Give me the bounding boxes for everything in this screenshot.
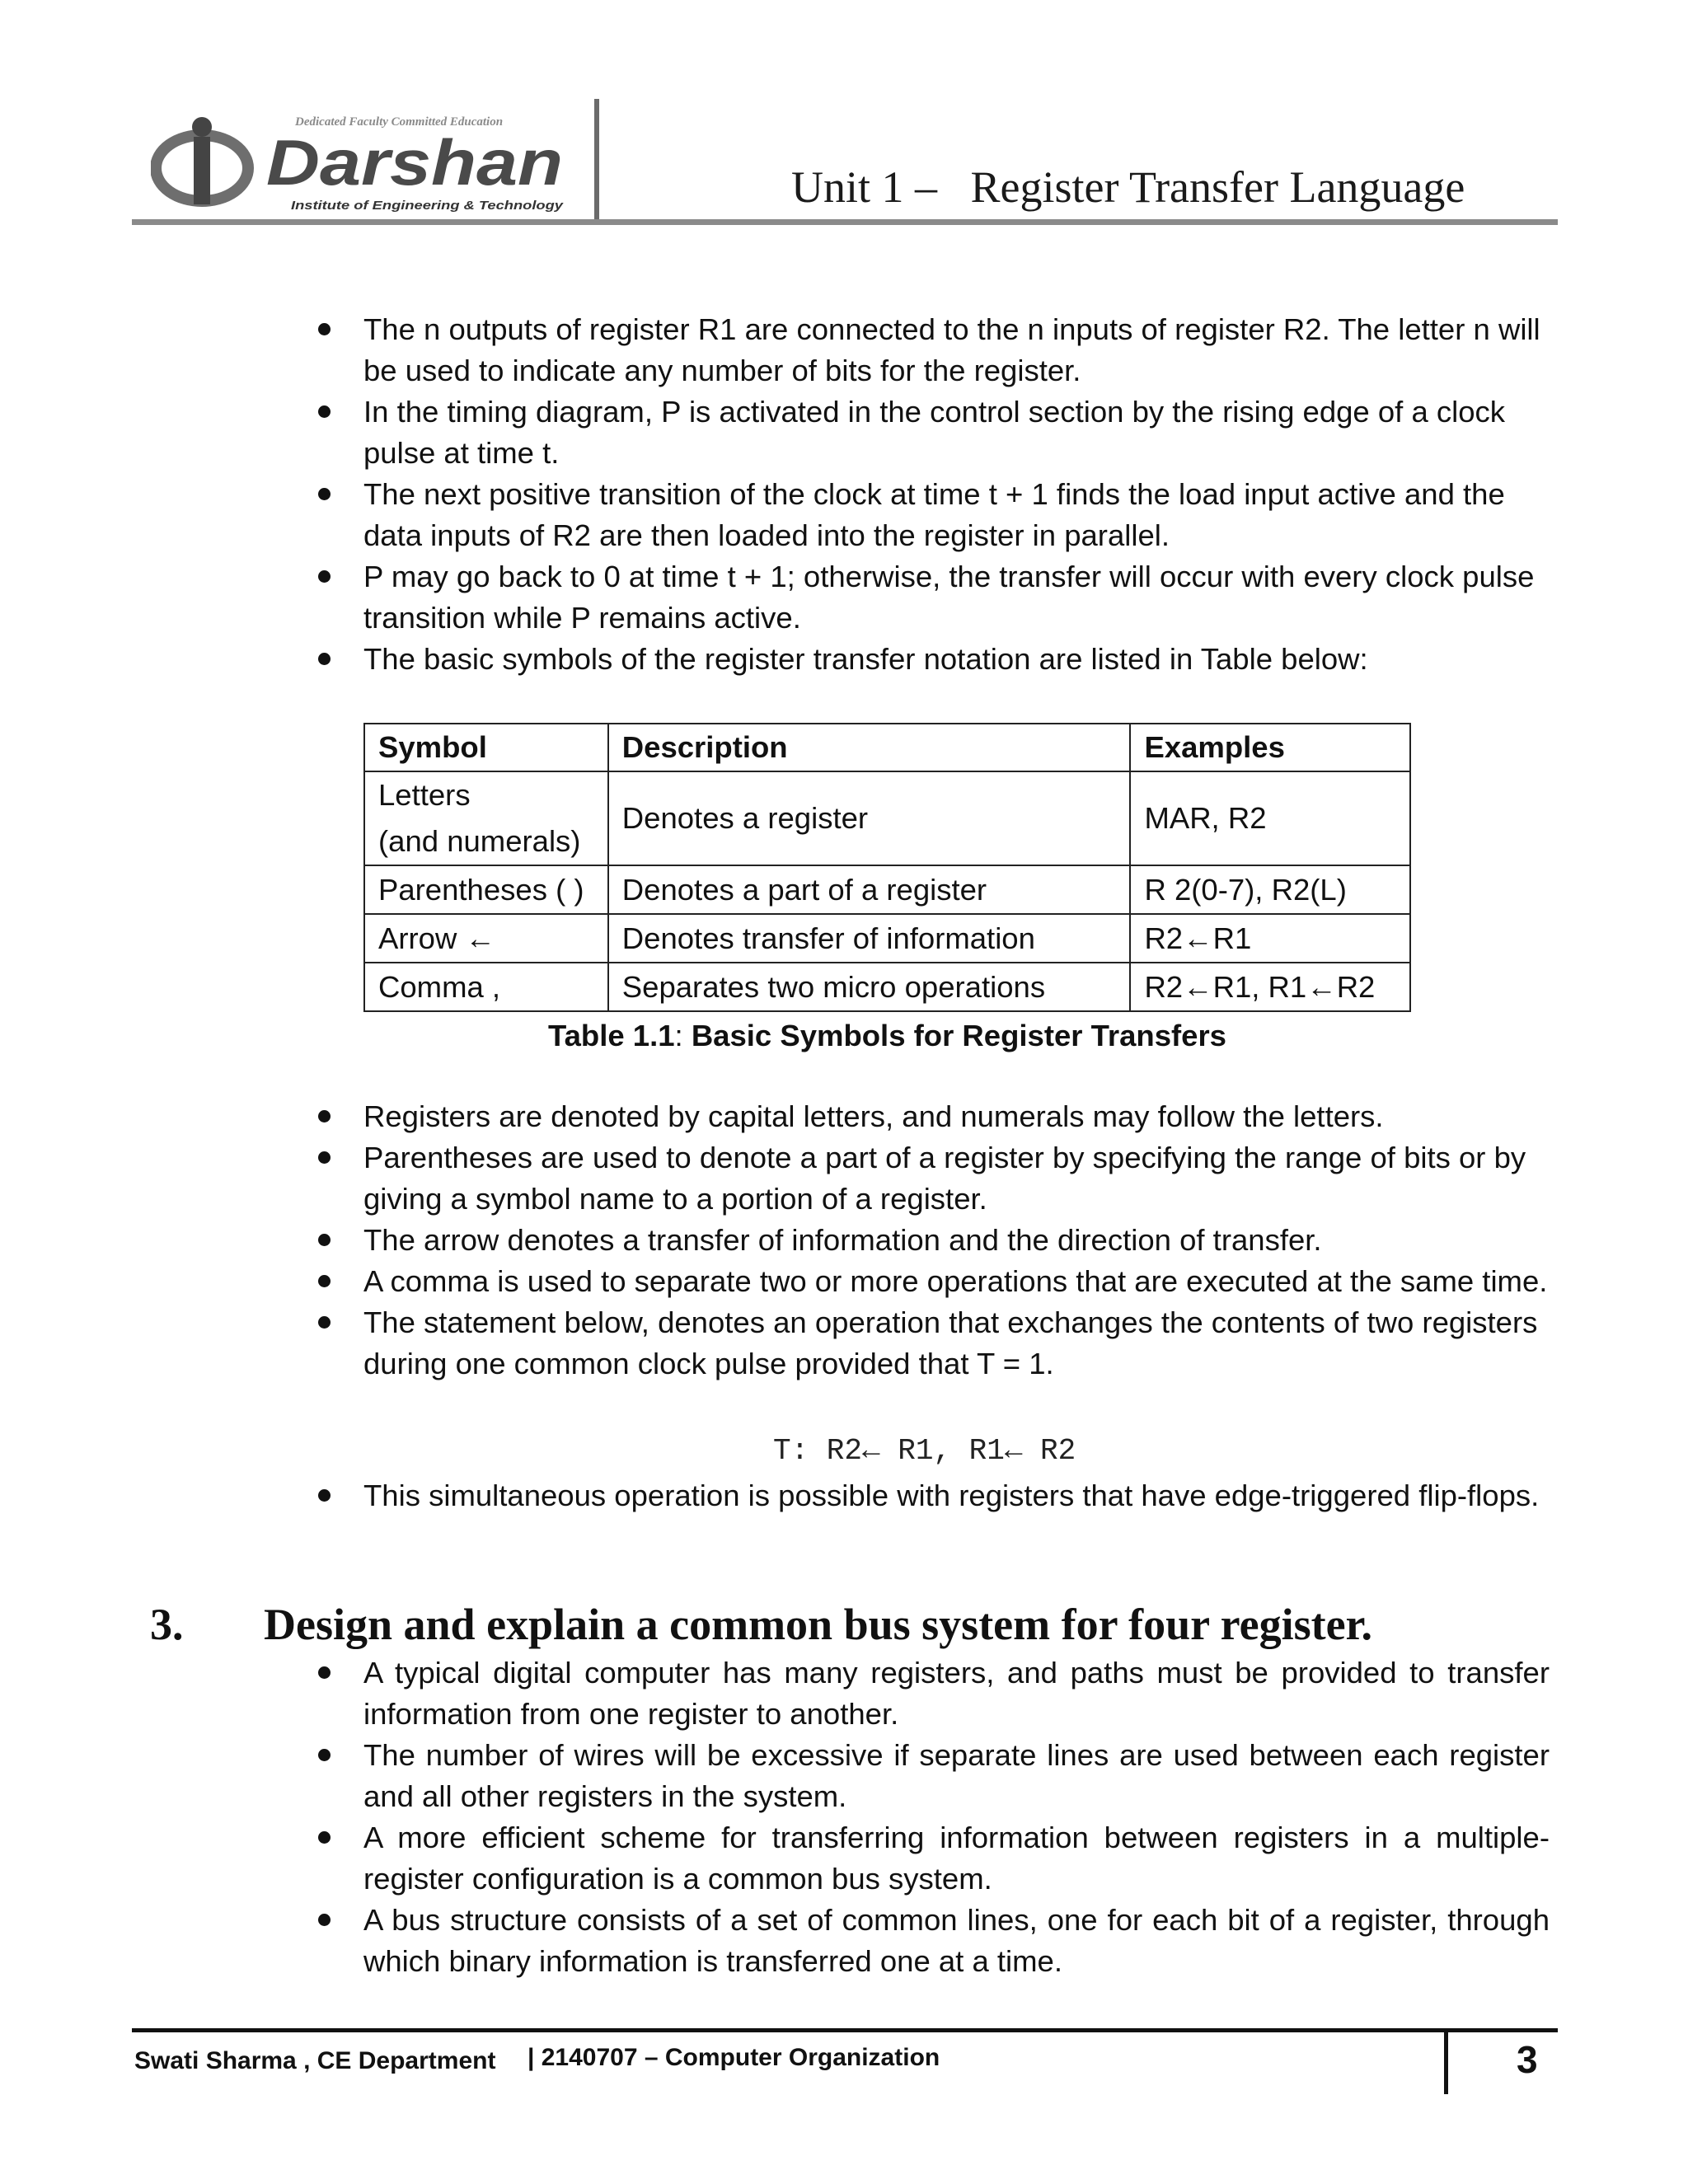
list-item: This simultaneous operation is possible with registers that have edge-triggered flip-flops.: [313, 1475, 1550, 1516]
table-cell-examples: R 2(0-7), R2(L): [1130, 865, 1410, 914]
bullet-icon: [318, 1316, 331, 1329]
table-cell-description: Separates two micro operations: [608, 963, 1131, 1011]
list-item: Parentheses are used to denote a part of a register by specifying the range of bits or by giving a symbol name to a portion of a register.: [313, 1137, 1550, 1220]
table-row: [364, 963, 1410, 1011]
bullet-icon: [318, 323, 331, 335]
table-cell-examples: MAR, R2: [1130, 771, 1410, 865]
footer-divider: [1444, 2028, 1448, 2094]
bus-system-bullet-list: [313, 1652, 1550, 1982]
logo-wordmark: Darshan: [266, 126, 563, 199]
table-row: [364, 865, 1410, 914]
list-item: A comma is used to separate two or more operations that are executed at the same time.: [313, 1261, 1550, 1302]
table-cell-description: Denotes a part of a register: [608, 865, 1131, 914]
footer-rule: [132, 2028, 1558, 2032]
section-number: 3.: [150, 1600, 184, 1649]
bullet-icon: [318, 405, 331, 418]
bullet-icon: [318, 1234, 331, 1246]
list-item: In the timing diagram, P is activated in the control section by the rising edge of a clock pulse at time t.: [313, 391, 1550, 474]
list-item: P may go back to 0 at time t + 1; otherwise, the transfer will occur with every clock pulse transition while P remains active.: [313, 556, 1550, 639]
table-cell-examples: R2←R1, R1←R2: [1130, 963, 1410, 1011]
bullet-icon: [318, 570, 331, 583]
table-row: [364, 771, 1410, 865]
table-row: [364, 914, 1410, 963]
darshan-logo: [151, 109, 574, 216]
list-item: A more efficient scheme for transferring information between registers in a multiple-register configuration is a common bus system.: [313, 1817, 1550, 1900]
intro-bullet-list: [313, 309, 1550, 680]
transfer-statement: T: R2← R1, R1← R2: [773, 1434, 1076, 1468]
header-divider: [594, 99, 599, 224]
unit-title: Unit 1 – Register Transfer Language: [791, 162, 1465, 212]
list-item: The number of wires will be excessive if separate lines are used between each register and all other registers in the system.: [313, 1735, 1550, 1817]
register-symbols-table: [363, 723, 1411, 1012]
section-title: Design and explain a common bus system for four register.: [264, 1600, 1373, 1649]
list-item: The statement below, denotes an operation that exchanges the contents of two registers during one common clock pulse provided that T = 1.: [313, 1302, 1550, 1385]
logo-subtitle: Institute of Engineering & Technology: [291, 199, 564, 213]
footer-course: | 2140707 – Computer Organization: [528, 2044, 940, 2071]
bullet-icon: [318, 1110, 331, 1122]
bullet-icon: [318, 653, 331, 665]
bullet-icon: [318, 1749, 331, 1761]
table-header-row: [364, 724, 1410, 771]
bullet-icon: [318, 1489, 331, 1502]
header-rule: [132, 219, 1558, 225]
table-cell-description: Denotes a register: [608, 771, 1131, 865]
logo-figure-icon: [194, 137, 210, 204]
logo-tagline: Dedicated Faculty Committed Education: [295, 115, 504, 129]
table-cell-symbol: Parentheses ( ): [364, 865, 608, 914]
table-cell-symbol: Arrow ←: [364, 914, 608, 963]
table-cell-symbol: Comma ,: [364, 963, 608, 1011]
list-item: A typical digital computer has many registers, and paths must be provided to transfer information from one register to another.: [313, 1652, 1550, 1735]
list-item: A bus structure consists of a set of common lines, one for each bit of a register, through which binary information is transferred one at a time.: [313, 1900, 1550, 1982]
list-item: The n outputs of register R1 are connected to the n inputs of register R2. The letter n will be used to indicate any number of bits for the register.: [313, 309, 1550, 391]
list-item: The basic symbols of the register transfer notation are listed in Table below:: [313, 639, 1550, 680]
footer-author: Swati Sharma , CE Department: [134, 2047, 496, 2074]
bullet-icon: [318, 1275, 331, 1287]
bullet-icon: [318, 488, 331, 500]
bullet-icon: [318, 1151, 331, 1164]
table-cell-examples: R2←R1: [1130, 914, 1410, 963]
bullet-icon: [318, 1831, 331, 1844]
notation-bullet-list: [313, 1096, 1550, 1385]
table-caption: Table 1.1: Basic Symbols for Register Transfers: [548, 1019, 1226, 1052]
column-header-symbol: Symbol: [364, 724, 608, 771]
bullet-icon: [318, 1666, 331, 1679]
column-header-examples: Examples: [1130, 724, 1410, 771]
list-item: The next positive transition of the clock at time t + 1 finds the load input active and the data inputs of R2 are then loaded into the register in parallel.: [313, 474, 1550, 556]
logo-head-icon: [192, 117, 212, 137]
list-item: Registers are denoted by capital letters, and numerals may follow the letters.: [313, 1096, 1550, 1137]
bullet-icon: [318, 1914, 331, 1926]
page-number: 3: [1517, 2038, 1538, 2081]
column-header-description: Description: [608, 724, 1131, 771]
table-cell-description: Denotes transfer of information: [608, 914, 1131, 963]
table-cell-symbol: Letters (and numerals): [364, 771, 608, 865]
simultaneous-bullet-list: [313, 1475, 1550, 1516]
list-item: The arrow denotes a transfer of information and the direction of transfer.: [313, 1220, 1550, 1261]
